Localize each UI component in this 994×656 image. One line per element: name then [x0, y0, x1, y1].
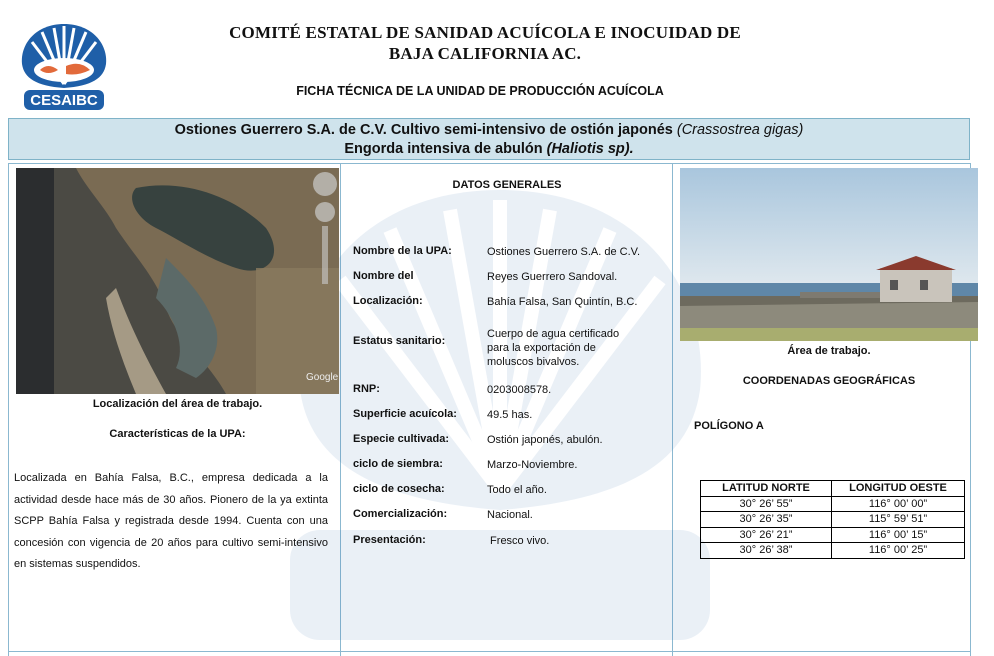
longitude-cell: 116° 00’ 25”: [832, 543, 965, 559]
field-label-surface: Superficie acuícola:: [353, 408, 457, 420]
table-row: [701, 496, 965, 512]
field-label-location: Localización:: [353, 295, 423, 307]
field-label-seeding-cycle: ciclo de siembra:: [353, 458, 443, 470]
latitude-cell: 30° 26’ 35”: [701, 512, 832, 528]
row-rule-top: [8, 163, 971, 164]
cesaibc-logo: [16, 20, 112, 114]
features-text: Localizada en Bahía Falsa, B.C., empresa dedicada a la actividad desde hace más de 30 años. Pionero de la ya extinta SCPP Bahía Falsa y registrada desde 1994. Cuenta con una concesión con vigencia de 20 años para cultivo semi-intensivo en sistemas suspendidos.: [14, 472, 328, 570]
svg-text:CESAIBC: CESAIBC: [30, 92, 98, 109]
latitude-cell: 30° 26’ 38”: [701, 543, 832, 559]
field-label-sanitary-status: Estatus sanitario:: [353, 335, 446, 347]
satellite-map-image: [16, 168, 339, 394]
organization-title-line2: BAJA CALIFORNIA AC.: [388, 44, 582, 63]
field-value-harvest-cycle: Todo el año.: [487, 484, 547, 496]
banner-species-abalone: (Haliotis sp).: [546, 141, 634, 157]
banner-company-activity: Ostiones Guerrero S.A. de C.V. Cultivo semi-intensivo de ostión japonés: [174, 122, 677, 138]
banner-line1: [9, 121, 969, 140]
features-title: Características de la UPA:: [109, 428, 246, 440]
latitude-cell: 30° 26’ 21”: [701, 527, 832, 543]
latitude-cell: 30° 26’ 55”: [701, 496, 832, 512]
photo-caption: Área de trabajo.: [787, 345, 871, 357]
field-label-rnp: RNP:: [353, 383, 380, 395]
banner-abalone-activity: Engorda intensiva de abulón: [344, 141, 547, 157]
field-label-upa-name: Nombre de la UPA:: [353, 245, 452, 257]
organization-title-line1: COMITÉ ESTATAL DE SANIDAD ACUÍCOLA E INOCUIDAD DE: [229, 23, 741, 42]
field-label-owner-name: Nombre del: [353, 270, 414, 282]
field-label-species: Especie cultivada:: [353, 433, 449, 445]
general-data-title: DATOS GENERALES: [452, 179, 562, 191]
svg-text:Google: Google: [306, 372, 339, 383]
field-label-commercialization: Comercialización:: [353, 508, 448, 520]
field-value-upa-name: Ostiones Guerrero S.A. de C.V.: [487, 246, 641, 258]
company-banner: [8, 118, 970, 160]
header-latitude: LATITUD NORTE: [701, 481, 832, 497]
field-value-commercialization: Nacional.: [487, 509, 533, 521]
field-label-presentation: Presentación:: [353, 534, 426, 546]
longitude-cell: 116° 00’ 00”: [832, 496, 965, 512]
field-value-owner-name: Reyes Guerrero Sandoval.: [487, 271, 618, 283]
coordinates-title: COORDENADAS GEOGRÁFICAS: [742, 375, 916, 387]
work-area-photo: [680, 168, 978, 341]
table-row: [701, 527, 965, 543]
field-value-rnp: 0203008578.: [487, 384, 552, 396]
field-value-presentation: Fresco vivo.: [487, 535, 550, 547]
organization-title: [150, 22, 820, 64]
field-value-species: Ostión japonés, abulón.: [487, 434, 603, 446]
coordinates-table: [700, 480, 965, 559]
table-row: [701, 543, 965, 559]
row-rule-bottom: [8, 651, 971, 652]
longitude-cell: 116° 00’ 15”: [832, 527, 965, 543]
coordinates-header-row: [701, 481, 965, 497]
banner-line2: [9, 140, 969, 159]
field-value-location: Bahía Falsa, San Quintín, B.C.: [487, 296, 638, 308]
table-row: [701, 512, 965, 528]
banner-species-oyster: (Crassostrea gigas): [676, 122, 804, 138]
header-longitude: LONGITUD OESTE: [832, 481, 965, 497]
field-value-seeding-cycle: Marzo-Noviembre.: [487, 459, 578, 471]
sheet-title: FICHA TÉCNICA DE LA UNIDAD DE PRODUCCIÓN ACUÍCOLA: [296, 84, 664, 98]
field-label-harvest-cycle: ciclo de cosecha:: [353, 483, 445, 495]
column-rule-left: [8, 163, 9, 656]
field-value-sanitary-status: Cuerpo de agua certificado para la exportación de moluscos bivalvos.: [487, 328, 620, 368]
longitude-cell: 115° 59’ 51”: [832, 512, 965, 528]
map-caption: Localización del área de trabajo.: [92, 398, 263, 410]
field-value-surface: 49.5 has.: [487, 409, 533, 421]
polygon-title: POLÍGONO A: [694, 420, 764, 432]
